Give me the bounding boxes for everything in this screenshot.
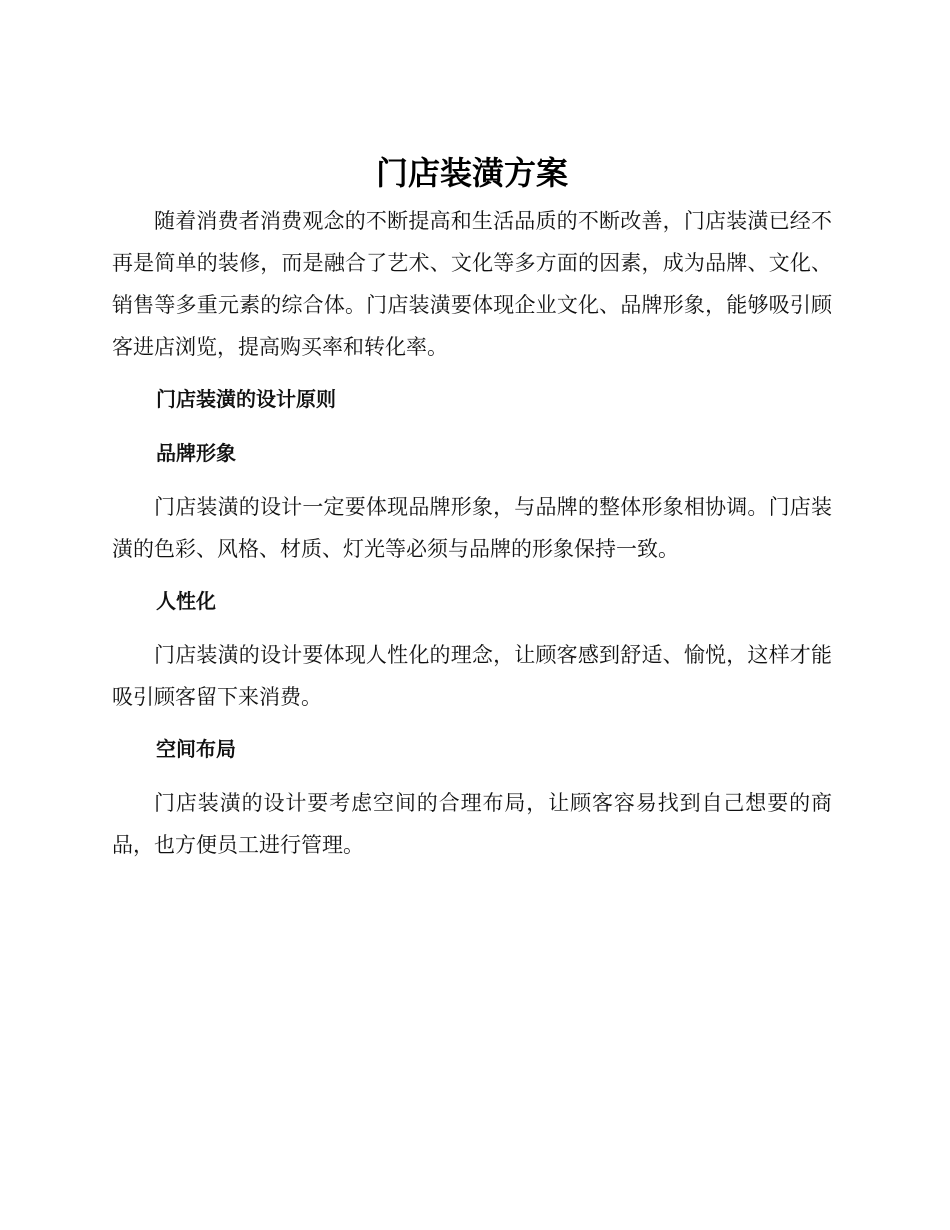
section-heading-design-principles: 门店装潢的设计原则 — [156, 387, 336, 411]
subheading-brand-image: 品牌形象 — [156, 441, 236, 465]
intro-paragraph: 随着消费者消费观念的不断提高和生活品质的不断改善，门店装潢已经不再是简单的装修，而是融合了艺术、文化等多方面的因素，成为品牌、文化、销售等多重元素的综合体。门店装潢要体现企业文化、品牌形象，能够吸引顾客进店浏览，提高购买率和转化率。 — [112, 209, 832, 359]
paragraph-humanization: 门店装潢的设计要体现人性化的理念，让顾客感到舒适、愉悦，这样才能吸引顾客留下来消费。 — [112, 643, 832, 709]
document-title: 门店装潢方案 — [375, 154, 568, 192]
paragraph-space-layout: 门店装潢的设计要考虑空间的合理布局，让顾客容易找到自己想要的商品，也方便员工进行管理。 — [112, 791, 832, 857]
paragraph-brand-image: 门店装潢的设计一定要体现品牌形象，与品牌的整体形象相协调。门店装潢的色彩、风格、材质、灯光等必须与品牌的形象保持一致。 — [112, 495, 832, 561]
document-body — [112, 148, 832, 866]
subheading-humanization: 人性化 — [156, 589, 216, 613]
subheading-space-layout: 空间布局 — [156, 737, 236, 761]
